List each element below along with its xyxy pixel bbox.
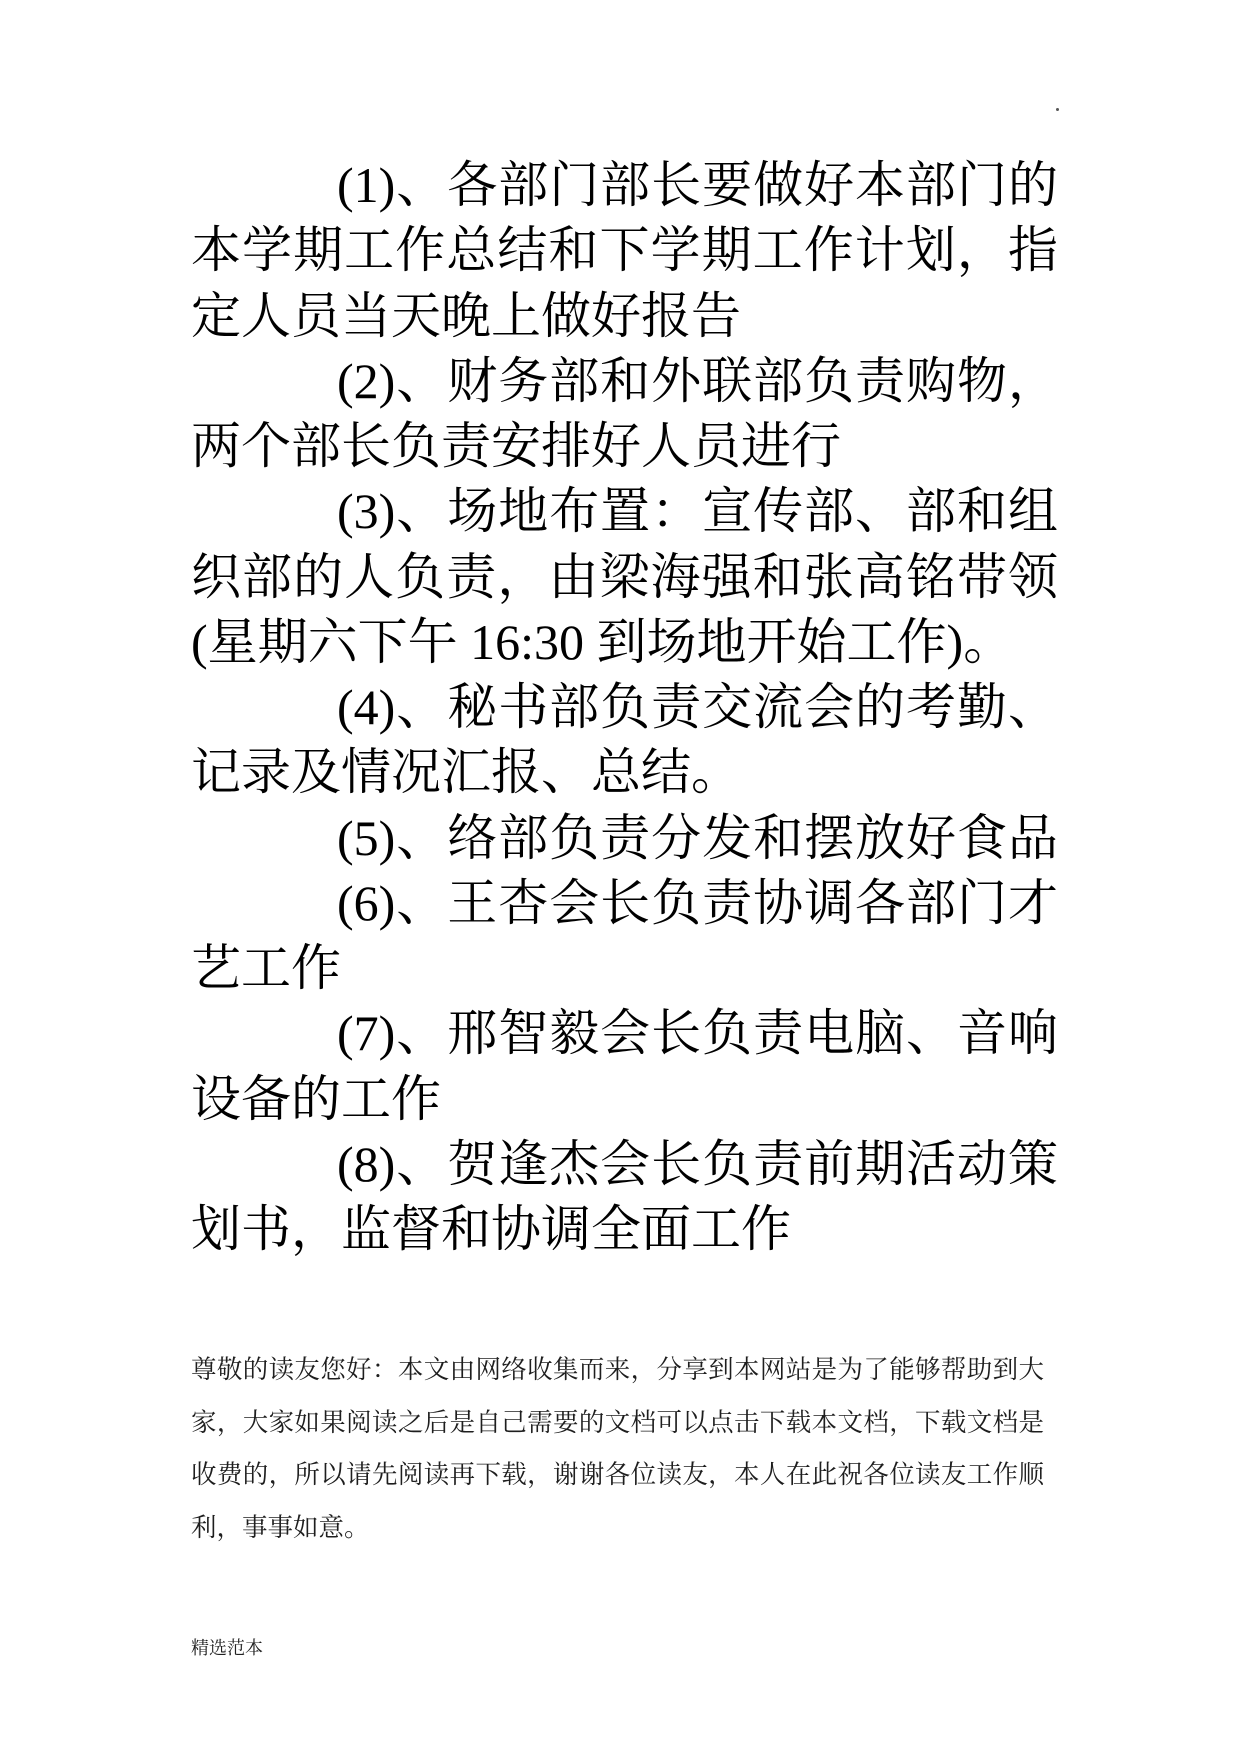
task-paragraph-8 bbox=[191, 1132, 1058, 1263]
text-line: 记录及情况汇报、总结。 bbox=[191, 744, 741, 801]
text-line: (2)、财务部和外联部负责购物， bbox=[337, 352, 1058, 409]
text-line: 设备的工作 bbox=[191, 1070, 441, 1127]
text-line: (星期六下午 16:30 到场地开始工作)。 bbox=[191, 613, 1014, 670]
text-line: 织部的人负责，由梁海强和张高铭带领 bbox=[191, 548, 1058, 605]
notice-line: 家，大家如果阅读之后是自己需要的文档可以点击下载本文档，下载文档是 bbox=[191, 1407, 1044, 1438]
text-line: (7)、邢智毅会长负责电脑、音响 bbox=[337, 1005, 1058, 1062]
text-line: 定人员当天晚上做好报告 bbox=[191, 287, 741, 344]
task-assignment-list bbox=[191, 153, 1058, 1262]
text-line: 本学期工作总结和下学期工作计划，指 bbox=[191, 222, 1058, 279]
text-line: (5)、络部负责分发和摆放好食品 bbox=[337, 809, 1058, 866]
reader-notice bbox=[191, 1344, 1044, 1555]
text-line: (8)、贺逢杰会长负责前期活动策 bbox=[337, 1135, 1058, 1192]
footer-label: 精选范本 bbox=[191, 1638, 263, 1658]
notice-line: 收费的，所以请先阅读再下载，谢谢各位读友，本人在此祝各位读友工作顺 bbox=[191, 1460, 1044, 1491]
text-line: (4)、秘书部负责交流会的考勤、 bbox=[337, 679, 1058, 735]
text-line: (3)、场地布置：宣传部、部和组 bbox=[337, 483, 1058, 540]
text-line: (1)、各部门部长要做好本部门的 bbox=[337, 157, 1058, 213]
notice-line: 利，事事如意。 bbox=[191, 1513, 370, 1544]
task-paragraph-7 bbox=[191, 1001, 1058, 1132]
task-paragraph-4 bbox=[191, 675, 1058, 806]
task-paragraph-3 bbox=[191, 479, 1058, 675]
task-paragraph-5 bbox=[191, 806, 1058, 871]
notice-line: 尊敬的读友您好：本文由网络收集而来，分享到本网站是为了能够帮助到大 bbox=[191, 1355, 1044, 1385]
text-line: 划书，监督和协调全面工作 bbox=[191, 1201, 791, 1257]
task-paragraph-6 bbox=[191, 871, 1058, 1002]
text-line: 艺工作 bbox=[191, 940, 341, 996]
text-line: 两个部长负责安排好人员进行 bbox=[191, 418, 841, 474]
text-line: (6)、王杏会长负责协调各部门才 bbox=[337, 874, 1058, 931]
corner-dot-mark bbox=[1056, 108, 1059, 111]
task-paragraph-2 bbox=[191, 349, 1058, 480]
task-paragraph-1 bbox=[191, 153, 1058, 349]
